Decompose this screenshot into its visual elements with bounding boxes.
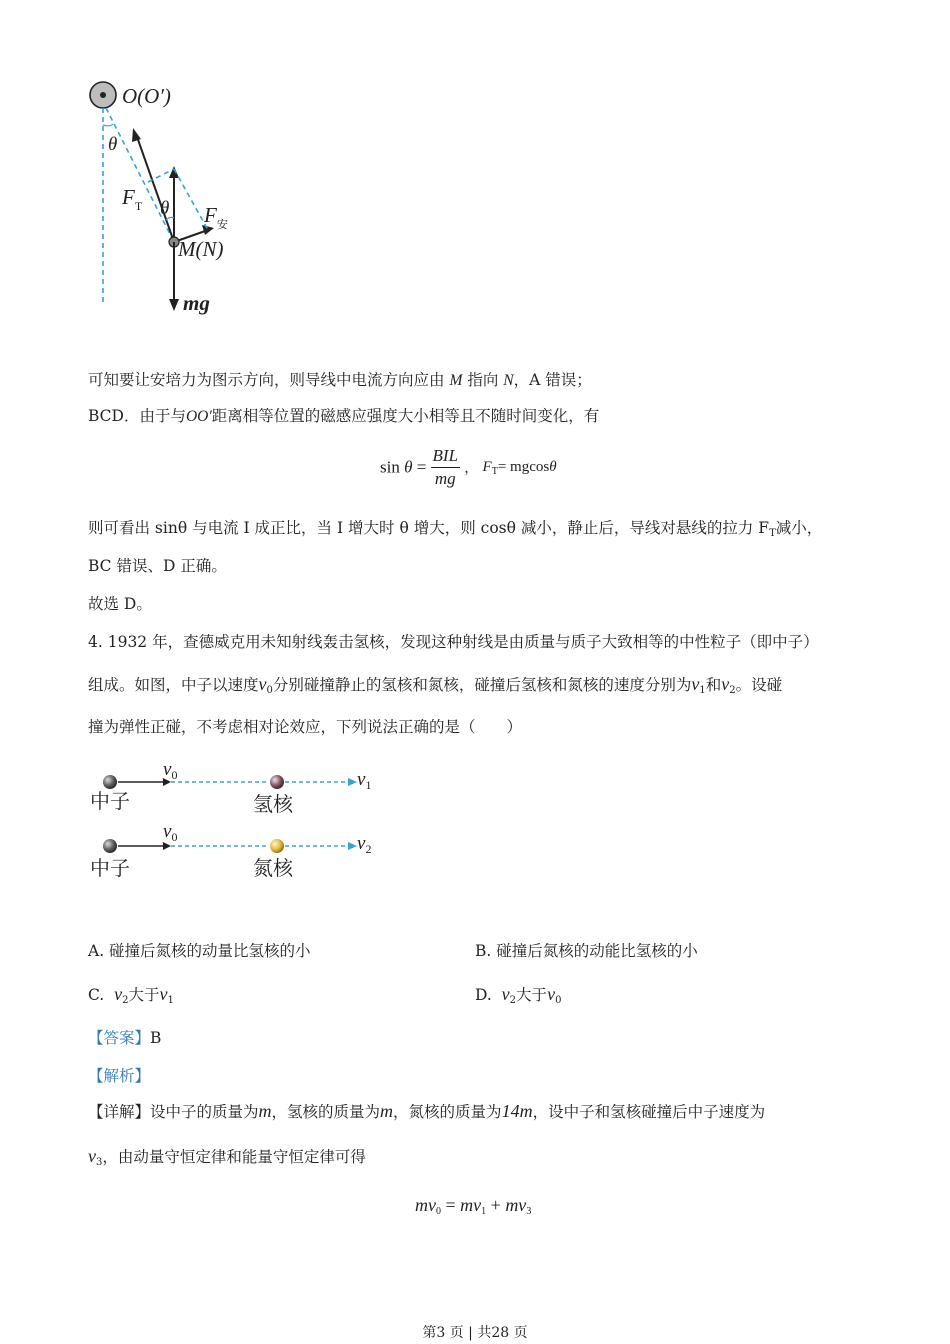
formula1-eq: = — [416, 457, 427, 477]
para2-oo: OO′ — [185, 408, 212, 425]
nitrogen-velocity-arrowhead — [348, 842, 357, 850]
option-d-sub2: 0 — [555, 995, 562, 1006]
formula1-ft-sub: T — [491, 465, 498, 477]
paragraph-conclusion-line2: BC 错误、D 正确。 — [88, 557, 227, 575]
paragraph-choice: 故选 D。 — [88, 595, 152, 613]
question-line2b: 分别碰撞静止的氢核和氮核，碰撞后氢核和氮核的速度分别为 — [272, 676, 692, 694]
answer-tag: 【答案】 — [88, 1029, 151, 1047]
parallelogram-dash-2 — [174, 169, 208, 230]
neutron-ball-2 — [103, 839, 117, 853]
collision-diagram — [85, 755, 395, 890]
formula2-t3: mv — [505, 1195, 527, 1215]
detail-text-c: ，氮核的质量为 — [393, 1103, 502, 1121]
formula2-s2: 1 — [481, 1206, 487, 1217]
option-c-sub: 2 — [122, 995, 129, 1006]
label-mg: mg — [183, 291, 210, 315]
formula1-rhs-theta: θ — [549, 458, 557, 475]
option-d-v2: v — [547, 984, 556, 1004]
formula2-eq: = — [441, 1195, 461, 1215]
formula1-comma: ， — [464, 460, 479, 477]
question-line2a: 组成。如图，中子以速度 — [88, 676, 259, 694]
formula1-ft-expr — [483, 459, 557, 475]
label-nitrogen: 氮核 — [253, 856, 293, 880]
question-v0: v — [258, 674, 267, 694]
para2-text-b: 距离相等位置的磁感应强度大小相等且不随时间变化，有 — [211, 407, 600, 425]
question-v1-sub: 1 — [699, 685, 706, 696]
label-v2: $v_2$ — [357, 833, 372, 856]
para2-text-a: BCD．由于与 — [88, 407, 186, 425]
theta-arc — [103, 124, 113, 126]
neutron-velocity-arrowhead-2 — [163, 842, 171, 850]
vertical-resultant-arrowhead — [169, 166, 179, 178]
question-line2d: 。设碰 — [735, 676, 783, 694]
option-c[interactable] — [88, 984, 174, 1011]
paragraph-current-direction — [88, 370, 592, 391]
question-line3: 撞为弹性正碰，不考虑相对论效应，下列说法正确的是（ ） — [88, 718, 523, 736]
formula1-fraction — [431, 446, 461, 489]
question-line2c: 和 — [705, 676, 722, 694]
paragraph-conclusion-line1 — [88, 518, 822, 544]
question-v0-sub: 0 — [266, 685, 273, 696]
detail-m3: 14m — [501, 1101, 533, 1121]
question-v1: v — [691, 674, 700, 694]
label-neutron-1: 中子 — [90, 789, 130, 813]
detail-text-a: 设中子的质量为 — [150, 1103, 259, 1121]
analysis-tag: 【解析】 — [88, 1067, 151, 1085]
option-d-sub: 2 — [509, 995, 517, 1006]
label-mn: M(N) — [178, 237, 224, 261]
label-neutron-2: 中子 — [90, 856, 130, 880]
formula2-t2: mv — [460, 1195, 482, 1215]
nitrogen-ball — [270, 839, 284, 853]
para1-text-c: ，A 错误； — [513, 371, 592, 389]
question-v2: v — [721, 674, 730, 694]
option-d-v: v — [501, 984, 510, 1004]
string-dashed-line — [106, 108, 174, 242]
detail-text-e: ，由动量守恒定律和能量守恒定律可得 — [102, 1148, 366, 1166]
detail-text-b: ，氢核的质量为 — [271, 1103, 381, 1121]
option-c-v: v — [114, 984, 123, 1004]
formula1-ft: F — [482, 458, 492, 475]
label-theta-top: θ — [108, 134, 118, 155]
para3-line1-end: 减小， — [775, 519, 823, 537]
para3-line1-sub: T — [769, 528, 776, 539]
formula1-numerator: BIL — [431, 446, 461, 468]
option-c-letter: C. — [88, 986, 105, 1004]
detail-text-d: ，设中子和氢核碰撞后中子速度为 — [532, 1103, 766, 1121]
neutron-ball-1 — [103, 775, 117, 789]
detail-line2 — [88, 1146, 366, 1173]
label-fan: $F_安$ — [204, 203, 228, 231]
formula1-sin: sin — [380, 457, 400, 477]
answer-line — [88, 1028, 161, 1048]
hydrogen-ball — [270, 775, 284, 789]
option-a[interactable]: A. 碰撞后氮核的动量比氢核的小 — [88, 942, 311, 960]
label-ft: $F_T$ — [122, 185, 143, 213]
formula2-s3: 3 — [526, 1206, 532, 1217]
detail-v3: v — [88, 1146, 96, 1166]
formula1-theta: θ — [404, 457, 413, 477]
para1-text-a: 可知要让安培力为图示方向，则导线中电流方向应由 — [88, 371, 445, 389]
para1-n: N — [503, 372, 514, 389]
pivot-dot — [100, 92, 106, 98]
question-line2 — [88, 674, 782, 701]
option-c-v2: v — [159, 984, 168, 1004]
formula1-rhs: = mgcos — [497, 458, 550, 475]
question-line1: 4. 1932 年，查德威克用未知射线轰击氢核，发现这种射线是由质量与质子大致相等的中性粒子（即中子） — [88, 633, 819, 651]
formula1-denominator: mg — [434, 469, 456, 488]
option-d-letter: D. — [475, 986, 492, 1004]
label-v0-row2: $v_0$ — [163, 821, 178, 844]
label-oo: O(O′) — [122, 84, 171, 108]
label-v0-row1: $v_0$ — [163, 759, 178, 782]
formula2-s1: 0 — [436, 1206, 441, 1217]
formula-momentum — [415, 1195, 531, 1217]
paragraph-bcd — [88, 406, 599, 427]
option-c-sub2: 1 — [167, 995, 174, 1006]
label-v1: $v_1$ — [357, 769, 372, 792]
option-b[interactable]: B. 碰撞后氮核的动能比氢核的小 — [475, 942, 698, 960]
option-c-mid: 大于 — [128, 986, 160, 1004]
formula2-plus: + — [486, 1195, 506, 1215]
para1-text-b: 指向 — [467, 371, 499, 389]
label-theta-mid: θ — [160, 198, 170, 219]
para3-line1-text: 则可看出 sinθ 与电流 I 成正比，当 I 增大时 θ 增大，则 cosθ 减小，静止后，导线对悬线的拉力 F — [88, 519, 770, 537]
para1-m: M — [449, 372, 463, 389]
gravity-arrowhead — [169, 299, 179, 311]
force-diagram — [80, 70, 280, 320]
detail-v3-sub: 3 — [96, 1157, 103, 1168]
formula2-t1: mv — [415, 1195, 436, 1215]
tension-arrowhead — [132, 128, 141, 142]
detail-m2: m — [380, 1101, 394, 1121]
tension-arrow — [136, 134, 174, 242]
page-footer: 第3 页 | 共28 页 — [422, 1325, 528, 1341]
label-hydrogen: 氢核 — [253, 792, 293, 816]
formula-sin-theta — [380, 446, 557, 489]
detail-line1 — [88, 1101, 765, 1122]
question-v2-sub: 2 — [729, 685, 736, 696]
option-d-mid: 大于 — [516, 986, 548, 1004]
option-d[interactable] — [475, 984, 561, 1011]
detail-tag: 【详解】 — [88, 1103, 151, 1121]
hydrogen-velocity-arrowhead — [348, 778, 357, 786]
answer-value: B — [150, 1029, 162, 1047]
detail-m1: m — [258, 1101, 272, 1121]
